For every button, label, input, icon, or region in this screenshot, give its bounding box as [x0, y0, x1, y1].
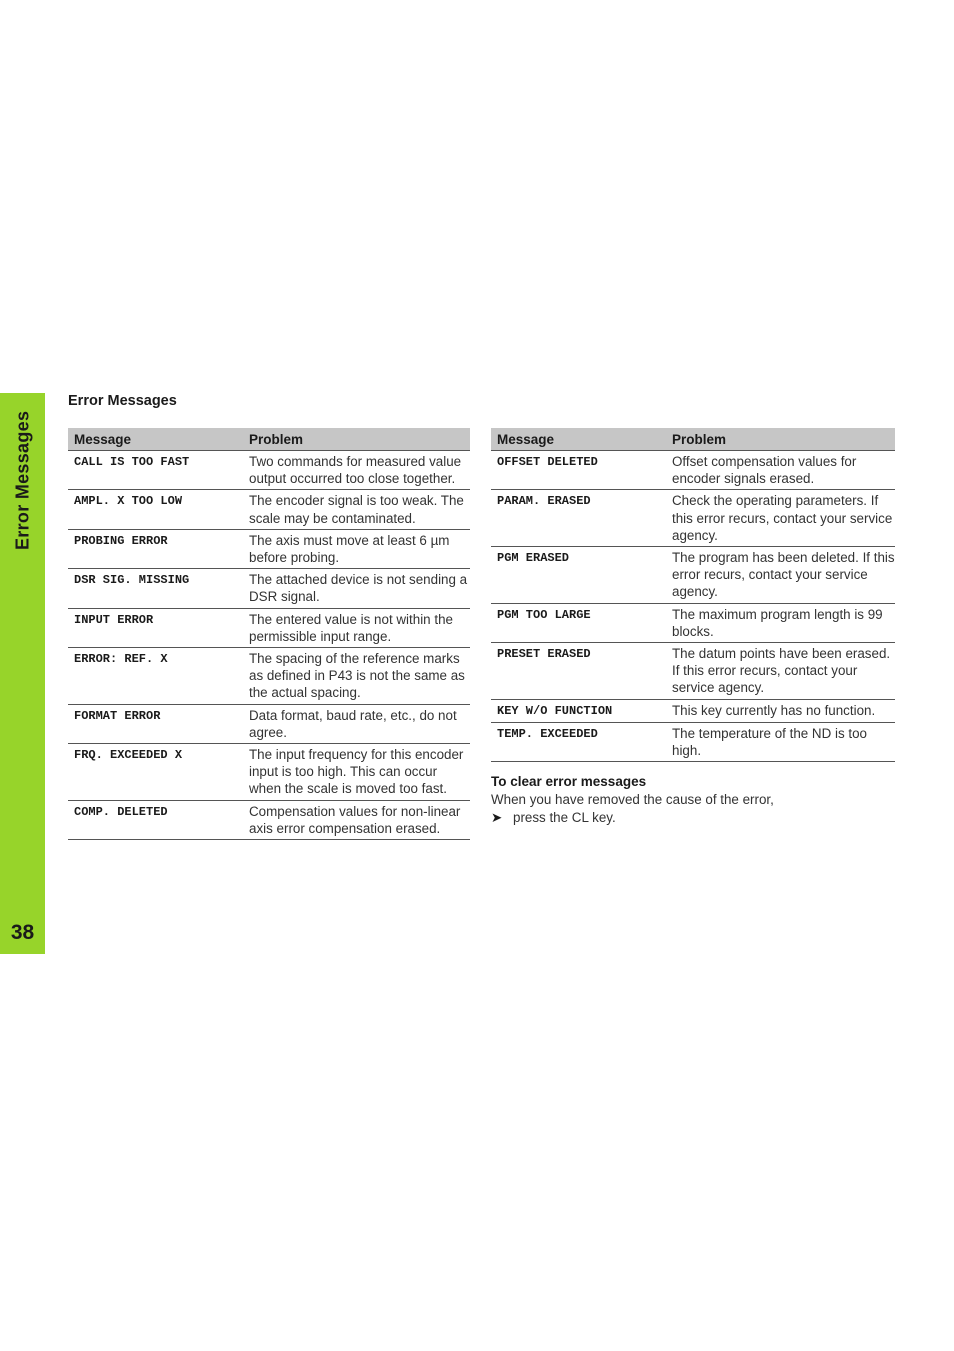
arrow-right-icon: ➤ [491, 810, 503, 825]
clear-errors-step [491, 810, 616, 826]
section-heading: Error Messages [68, 393, 177, 409]
table-row [491, 722, 895, 761]
table-row [68, 800, 470, 839]
error-code: PRESET ERASED [491, 643, 672, 700]
table-row [491, 699, 895, 722]
column-header-message: Message [68, 428, 249, 451]
table-row [491, 603, 895, 642]
error-code: KEY W/O FUNCTION [491, 699, 672, 722]
error-code: PGM TOO LARGE [491, 603, 672, 642]
error-problem: The encoder signal is too weak. The scale may be contaminated. [249, 490, 470, 529]
error-problem: The attached device is not sending a DSR signal. [249, 569, 470, 608]
table-row [68, 529, 470, 568]
table-row [491, 643, 895, 700]
column-header-message: Message [491, 428, 672, 451]
table-row [68, 451, 470, 490]
error-problem: The axis must move at least 6 µm before probing. [249, 529, 470, 568]
page-number: 38 [10, 921, 35, 944]
error-code: TEMP. EXCEEDED [491, 722, 672, 761]
column-header-problem: Problem [249, 428, 470, 451]
error-code: OFFSET DELETED [491, 451, 672, 490]
clear-errors-text: When you have removed the cause of the error, [491, 792, 774, 807]
error-code: AMPL. X TOO LOW [68, 490, 249, 529]
table-row [68, 490, 470, 529]
error-problem: The maximum program length is 99 blocks. [672, 603, 895, 642]
error-code: COMP. DELETED [68, 800, 249, 839]
error-problem: The temperature of the ND is too high. [672, 722, 895, 761]
error-code: PROBING ERROR [68, 529, 249, 568]
error-problem: The program has been deleted. If this error recurs, contact your service agency. [672, 547, 895, 604]
clear-errors-heading: To clear error messages [491, 774, 647, 789]
table-row [68, 704, 470, 743]
error-code: PGM ERASED [491, 547, 672, 604]
left-error-table [68, 428, 470, 840]
error-problem: This key currently has no function. [672, 699, 895, 722]
clear-errors-step-text: press the CL key. [513, 810, 616, 825]
error-code: ERROR: REF. X [68, 648, 249, 705]
column-header-problem: Problem [672, 428, 895, 451]
table-row [491, 451, 895, 490]
error-problem: Offset compensation values for encoder signals erased. [672, 451, 895, 490]
table-row [68, 744, 470, 801]
error-code: PARAM. ERASED [491, 490, 672, 547]
table-row [68, 608, 470, 647]
error-code: FRQ. EXCEEDED X [68, 744, 249, 801]
error-problem: The input frequency for this encoder input is too high. This can occur when the scale is moved too fast. [249, 744, 470, 801]
side-tab-title: Error Messages [12, 410, 33, 551]
error-code: DSR SIG. MISSING [68, 569, 249, 608]
error-problem: The datum points have been erased. If this error recurs, contact your service agency. [672, 643, 895, 700]
error-problem: Data format, baud rate, etc., do not agree. [249, 704, 470, 743]
error-problem: Check the operating parameters. If this error recurs, contact your service agency. [672, 490, 895, 547]
error-problem: The entered value is not within the permissible input range. [249, 608, 470, 647]
error-problem: Two commands for measured value output occurred too close together. [249, 451, 470, 490]
table-header-row [68, 428, 470, 451]
right-error-table [491, 428, 895, 762]
table-header-row [491, 428, 895, 451]
error-code: CALL IS TOO FAST [68, 451, 249, 490]
table-row [68, 569, 470, 608]
table-row [68, 648, 470, 705]
error-problem: The spacing of the reference marks as defined in P43 is not the same as the actual spacing. [249, 648, 470, 705]
table-row [491, 547, 895, 604]
error-code: INPUT ERROR [68, 608, 249, 647]
error-code: FORMAT ERROR [68, 704, 249, 743]
error-problem: Compensation values for non-linear axis error compensation erased. [249, 800, 470, 839]
table-row [491, 490, 895, 547]
